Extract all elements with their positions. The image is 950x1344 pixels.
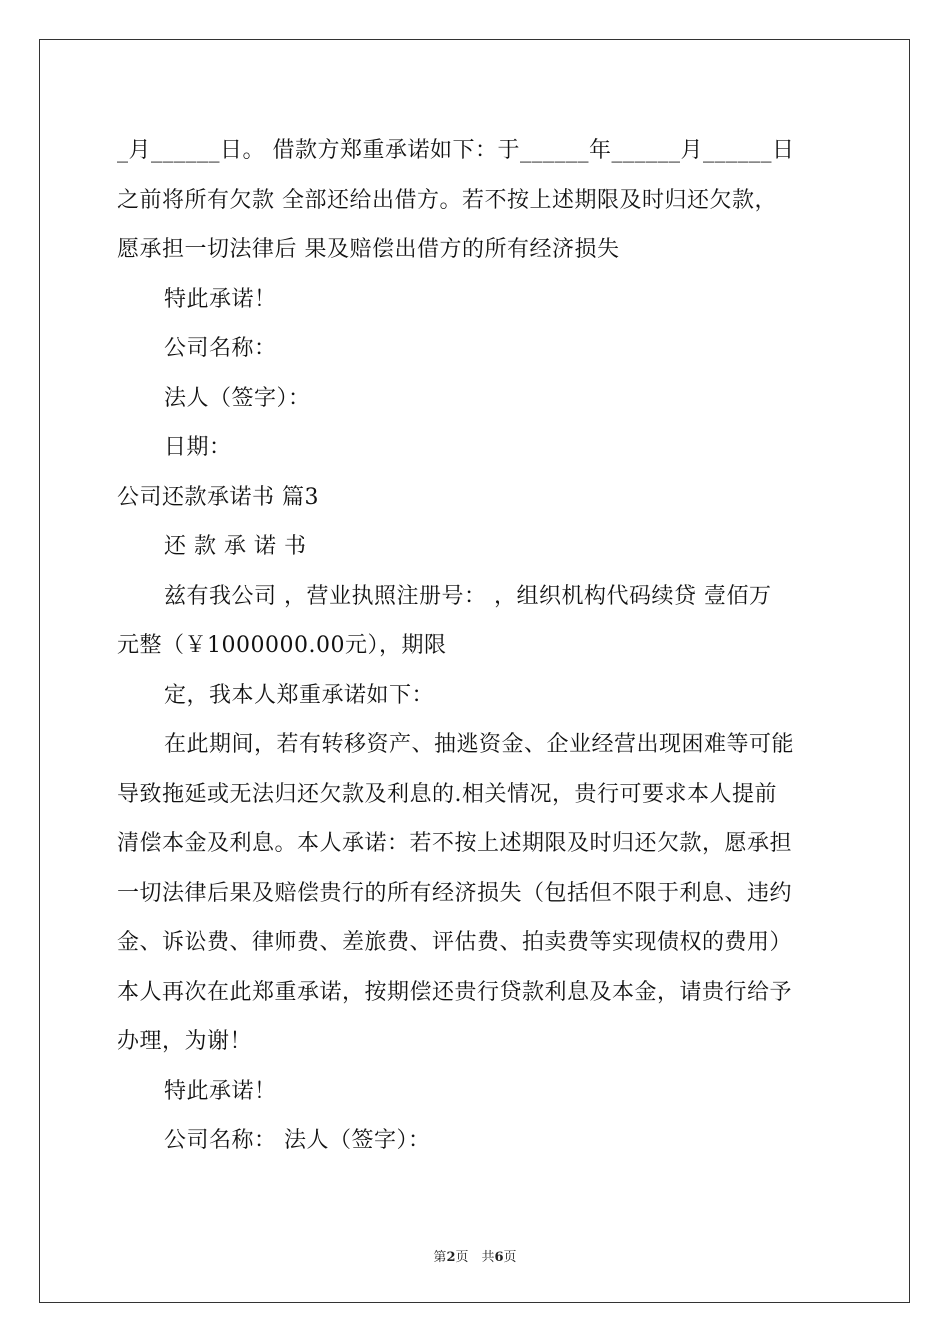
body-line: 愿承担一切法律后 果及赔偿出借方的所有经济损失 [117, 237, 620, 262]
body-line: 兹有我公司 ，营业执照注册号： ，组织机构代码续贷 壹佰万 [164, 583, 772, 609]
company-name-label: 公司名称： [164, 336, 277, 361]
commitment-line: 特此承诺！ [164, 286, 277, 312]
legal-rep-signature-label: 法人（签字）： [164, 385, 311, 411]
section-heading: 公司还款承诺书 篇3 [117, 484, 319, 510]
body-line: _月______日。 借款方郑重承诺如下：于______年______月______日 [117, 138, 795, 163]
commitment-line: 特此承诺！ [164, 1078, 277, 1104]
body-line: 在此期间，若有转移资产、抽逃资金、企业经营出现困难等可能 [164, 732, 795, 757]
current-page-number: 2 [446, 1250, 456, 1265]
body-line: 本人再次在此郑重承诺，按期偿还贵行贷款利息及本金，请贵行给予 [117, 979, 793, 1005]
body-line: 一切法律后果及赔偿贵行的所有经济损失（包括但不限于利息、违约 [117, 880, 793, 906]
page-label-mid: 页 共 [455, 1250, 495, 1265]
page-footer [0, 1246, 950, 1265]
document-body [117, 126, 837, 1166]
body-line: 导致拖延或无法归还欠款及利息的.相关情况，贵行可要求本人提前 [117, 781, 777, 807]
total-pages-number: 6 [494, 1250, 504, 1265]
page-label-suffix: 页 [503, 1250, 517, 1265]
page-label-prefix: 第 [433, 1250, 447, 1265]
body-line: 金、诉讼费、律师费、差旅费、评估费、拍卖费等实现债权的费用） [117, 930, 793, 955]
date-label: 日期： [164, 435, 232, 460]
signature-line: 公司名称： 法人（签字）： [164, 1128, 431, 1153]
body-line: 清偿本金及利息。本人承诺：若不按上述期限及时归还欠款，愿承担 [117, 831, 793, 856]
body-line: 办理，为谢！ [117, 1029, 253, 1054]
body-line: 定，我本人郑重承诺如下： [164, 682, 435, 708]
body-line: 元整（￥1000000.00元），期限 [117, 633, 447, 658]
document-title: 还 款 承 诺 书 [164, 534, 307, 559]
body-line: 之前将所有欠款 全部还给出借方。若不按上述期限及时归还欠款， [117, 187, 777, 213]
